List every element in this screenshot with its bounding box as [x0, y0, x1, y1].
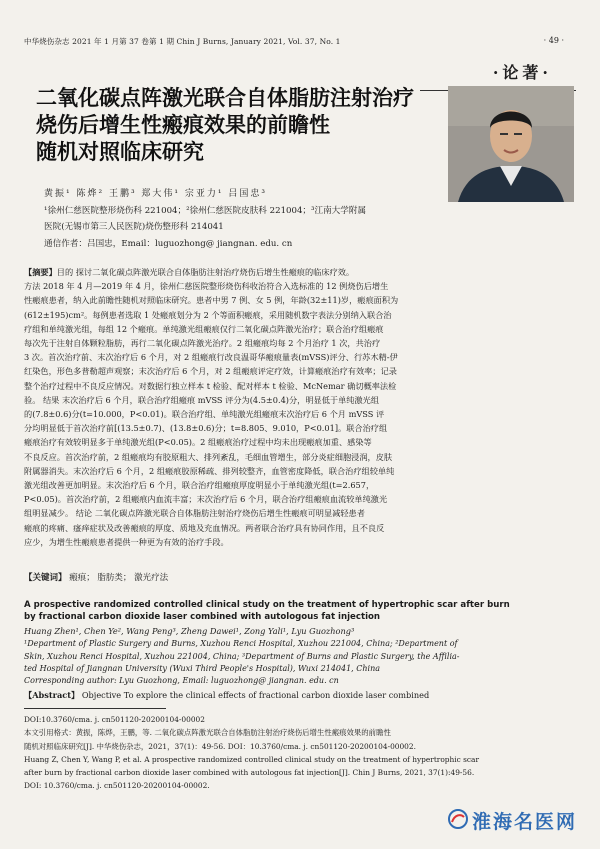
- abstract-line: 附属器消失。末次治疗后 6 个月，2 组瘢痕胶原稀疏、排列较整齐，血管密度降低，联合治疗组较单纯: [24, 465, 395, 476]
- english-affiliation-line: ¹Department of Plastic Surgery and Burns, Xuzhou Renci Hospital, Xuzhou 221004, China; ²Department of: [24, 639, 458, 648]
- footnote-line: DOI:10.3760/cma. j. cn501120-20200104-00002: [24, 715, 205, 724]
- english-correspondence: Corresponding author: Lyu Guozhong, Email: luguozhong@ jiangnan. edu. cn: [24, 676, 339, 685]
- footnote-divider: [24, 708, 166, 709]
- english-affiliation-line: Skin, Xuzhou Renci Hospital, Xuzhou 221004, China; ³Department of Burns and Plastic Surgery, the Affilia-: [24, 651, 460, 661]
- affiliation-line: 医院(无锡市第三人民医院)烧伤整形科 214041: [44, 222, 224, 232]
- keywords-list: 瘢痕； 脂肪类； 激光疗法: [69, 573, 169, 583]
- abstract-line: 整个治疗过程中不良反应情况。对数据行独立样本 t 检验、配对样本 t 检验、McNemar 确切概率法检: [24, 380, 397, 391]
- english-affiliations: [24, 638, 584, 676]
- english-abstract: [24, 690, 584, 701]
- english-affiliation-line: ted Hospital of Jiangnan University (Wuxi Third People's Hospital), Wuxi 214041, China: [24, 664, 381, 674]
- english-authors: Huang Zhen¹, Chen Ye², Wang Peng³, Zheng Dawei¹, Zong Yali¹, Lyu Guozhong³: [24, 626, 355, 636]
- english-title-line: A prospective randomized controlled clinical study on the treatment of hypertrophic scar after burn: [24, 600, 510, 610]
- footnote-line: Huang Z, Chen Y, Wang P, et al. A prospective randomized controlled clinical study on the treatment of hypertrophic scar: [24, 754, 479, 764]
- english-title-line: by fractional carbon dioxide laser combined with autologous fat injection: [24, 612, 381, 623]
- watermark-logo-icon: [446, 808, 470, 830]
- title-line: 二氧化碳点阵激光联合自体脂肪注射治疗: [36, 86, 414, 110]
- abstract-line: 分均明显低于首次治疗前[(13.5±0.7)、(13.8±0.6)分；t=8.805、9.010，P<0.01]。联合治疗组: [24, 423, 388, 434]
- author-portrait-image: [448, 86, 574, 202]
- section-label: ·论著·: [492, 63, 552, 82]
- title-line: 随机对照临床研究: [36, 140, 204, 164]
- abstract-line: P<0.05)。首次治疗前，2 组瘢痕内血流丰富；末次治疗后 6 个月，联合治疗组瘢痕血流较单纯激光: [24, 494, 388, 505]
- author-photo: [448, 86, 574, 202]
- footnote-line: 本文引用格式：黄振，陈烨，王鹏，等. 二氧化碳点阵激光联合自体脂肪注射治疗烧伤后增生性瘢痕效果的前瞻性: [24, 728, 391, 738]
- abstract-line: 激光组改善更加明显。末次治疗后 6 个月，联合治疗组瘢痕厚度明显小于单纯激光组(t=2.657，: [24, 480, 375, 491]
- chinese-abstract: [24, 265, 572, 549]
- abstract-label: 【摘要】: [24, 267, 57, 277]
- journal-header: 中华烧伤杂志 2021 年 1 月第 37 卷第 1 期 Chin J Burns, January 2021, Vol. 37, No. 1: [24, 37, 341, 46]
- abstract-line: 3 次。首次治疗前、末次治疗后 6 个月，对 2 组瘢痕行改良温哥华瘢痕量表(mVSS)评分、行苏木精-伊: [24, 352, 398, 363]
- keywords: [24, 571, 168, 583]
- abstract-line: 验。 结果 末次治疗后 6 个月，联合治疗组瘢痕 mVSS 评分为(4.5±0.4)分，明显低于单纯激光组: [24, 394, 380, 405]
- abstract-line: 性瘢痕患者，纳入此前瞻性随机对照临床研究。患者中男 7 例、女 5 例，年龄(32±11)岁，瘢痕面积为: [24, 295, 399, 306]
- abstract-line: (612±195)cm²。每例患者选取 1 处瘢痕划分为 2 个等面积瘢痕，采用随机数字表法分别纳入联合治: [24, 309, 392, 320]
- correspondence: 通信作者：吕国忠，Email：luguozhong@ jiangnan. edu. cn: [44, 239, 293, 249]
- abstract-line: 目的 探讨二氧化碳点阵激光联合自体脂肪注射治疗烧伤后增生性瘢痕的临床疗效。: [56, 267, 355, 277]
- title-line: 烧伤后增生性瘢痕效果的前瞻性: [36, 113, 330, 137]
- affiliation-line: ¹徐州仁慈医院整形烧伤科 221004；²徐州仁慈医院皮肤科 221004；³江南大学附属: [44, 206, 367, 216]
- affiliations: [44, 203, 564, 235]
- footnote-line: 随机对照临床研究[J]. 中华烧伤杂志，2021，37(1)：49-56. DOI：10.3760/cma. j. cn501120-20200104-00002.: [24, 741, 416, 751]
- abstract-line: 组明显减少。 结论 二氧化碳点阵激光联合自体脂肪注射治疗烧伤后增生性瘢痕可明显减轻患者: [24, 508, 365, 519]
- abstract-line: 红染色，形色多普勒超声观察；末次治疗后 6 个月，对 2 组瘢痕评定疗效，计算瘢痕治疗有效率；记录: [24, 366, 397, 377]
- footnote-line: DOI: 10.3760/cma. j. cn501120-20200104-00002.: [24, 781, 210, 791]
- abstract-line: 瘢痕治疗有效较明显多于单纯激光组(P<0.05)。2 组瘢痕治疗过程中均未出现瘢痕加重、感染等: [24, 437, 372, 448]
- author-list: 黄振¹ 陈烨² 王鹏³ 郑大伟¹ 宗亚力¹ 吕国忠³: [44, 189, 267, 199]
- article-title: [36, 85, 446, 166]
- abstract-line: 方法 2018 年 4 月—2019 年 4 月，徐州仁慈医院整形烧伤科收治符合入选标准的 12 例烧伤后增生: [24, 281, 389, 292]
- abstract-line: 疗组和单纯激光组，每组 12 个瘢痕。单纯激光组瘢痕仅行二氧化碳点阵激光治疗；联合治疗组瘢痕: [24, 323, 384, 334]
- footnote-line: after burn by fractional carbon dioxide laser combined with autologous fat injection[J]. Chin J Burns, 2021, 37(1):49-56.: [24, 768, 475, 778]
- keywords-label: 【关键词】: [24, 573, 67, 583]
- abstract-line: 瘢痕的疼痛、瘙痒症状及改善瘢痕的厚度、质地及充血情况。两者联合治疗具有协同作用，且不良反: [24, 522, 385, 533]
- abstract-line: 不良反应。首次治疗前，2 组瘢痕均有胶原粗大、排列紊乱，毛细血管增生，部分炎症细胞浸润，皮肤: [24, 451, 393, 462]
- footnotes: [24, 713, 584, 793]
- english-title: [24, 599, 576, 624]
- watermark-text: 淮海名医网: [472, 811, 578, 833]
- abstract-line: 的(7.8±0.6)分(t=10.000，P<0.01)。联合治疗组、单纯激光组瘢痕末次治疗后 6 个月 mVSS 评: [24, 409, 385, 420]
- page-number: · 49 ·: [543, 36, 564, 45]
- english-abstract-label: 【Abstract】: [24, 690, 80, 700]
- abstract-line: 每次先于注射自体颗粒脂肪，再行二氧化碳点阵激光治疗。2 组瘢痕均每 2 个月治疗 1 次，共治疗: [24, 338, 381, 349]
- english-abstract-text: Objective To explore the clinical effects of fractional carbon dioxide laser combined: [81, 690, 430, 700]
- abstract-line: 应少，为增生性瘢痕患者提供一种更为有效的治疗手段。: [24, 536, 229, 547]
